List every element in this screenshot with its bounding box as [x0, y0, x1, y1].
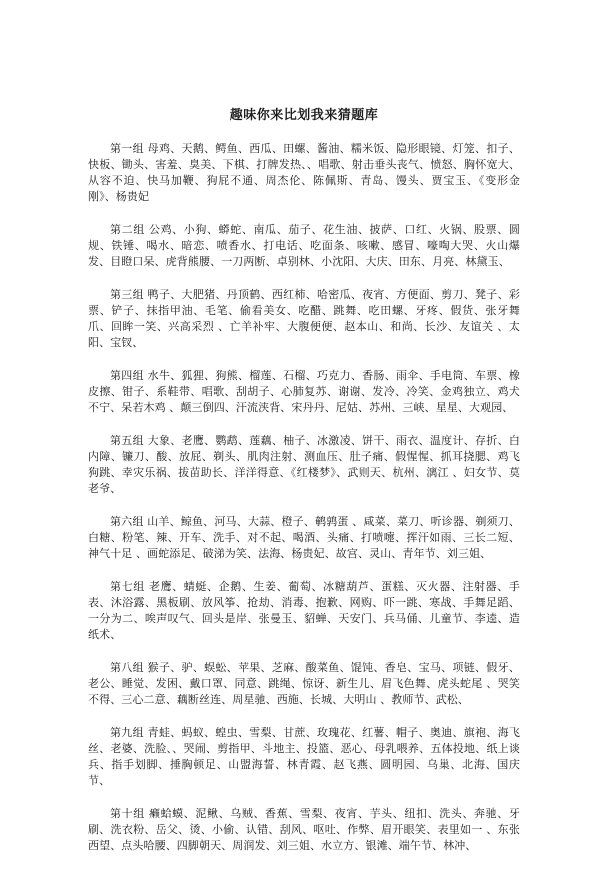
group-words: 老鹰、蜻蜓、企鹅、生姜、葡萄、冰糖葫芦、蛋糕、灭火器、注射器、手表、沐浴露、黑板刷、放风筝、抢劫、消毒、抱歉、网购、吓一跳、寒战、手舞足蹈、一分为二、唉声叹气、回头是岸、张曼玉、貂蝉、天安门、兵马俑、儿童节、李逵、造纸术、	[88, 580, 520, 641]
group-words: 母鸡、天鹅、鳄鱼、西瓜、田螺、酱油、糯米饭、隐形眼镜、灯笼、扣子、快板、锄头、害羞、臭美、下棋、打牌发热、、唱歌、射击垂头丧气、愤怒、胸怀宽大、从容不迫、快马加鞭、狗屁不通、周杰伦、陈佩斯、青岛、馒头、贾宝玉、《变形金刚》、杨贵妃	[88, 142, 520, 203]
group-label: 第六组	[110, 515, 144, 528]
group-6	[88, 514, 520, 562]
group-words: 猴子、驴、蜈蚣、苹果、芝麻、酸菜鱼、馄饨、香皂、宝马、项链、假牙、老公、睡觉、发困、戴口罩、同意、跳绳、惊讶、新生儿、眉飞色舞、虎头蛇尾 、哭笑不得、三心二意、藕断丝连、周星驰、西施、长城、大明山 、教师节、武松、	[88, 661, 520, 706]
group-8	[88, 660, 520, 708]
group-words: 大象、老鹰、鹦鹉、莲藕、柚子、冰激凌、饼干、雨衣、温度计、存折、白内障、镰刀、酸、放屁、剃头、肌肉注射、测血压、肚子痛、假惺惺、抓耳挠腮、鸡飞狗跳、幸灾乐祸、拔苗助长、洋洋得意、《红楼梦》、武则天、杭州、漓江 、妇女节、莫老爷、	[88, 434, 520, 495]
group-2	[88, 222, 520, 270]
group-9	[88, 725, 520, 789]
group-label: 第五组	[110, 434, 144, 447]
group-label: 第四组	[110, 369, 144, 382]
group-label: 第九组	[110, 726, 144, 739]
group-label: 第七组	[110, 580, 145, 593]
group-10	[88, 806, 520, 854]
group-label: 第八组	[110, 661, 144, 674]
group-words: 青蛙、蚂蚁、蝗虫、雪梨、甘蔗、玫瑰花、红薯、帽子、奥迪、旗袍、海飞丝、老婆、洗脸、、哭闹、剪指甲、斗地主、投篮、恶心、母乳喂养、五体投地、纸上谈兵、指手划脚、捶胸顿足、山盟海誓、林青霞、赵飞燕、圆明园、乌巢、北海、国庆节、	[88, 726, 520, 787]
group-label: 第三组	[110, 288, 144, 301]
group-label: 第十组	[110, 807, 145, 820]
group-words: 山羊、鲸鱼、河马、大蒜、橙子、鹌鹑蛋 、咸菜、菜刀、听诊器、剃须刀、白糖、粉笔、辣、开车、洗手、对不起、喝酒、头痛、打喷嚏、挥汗如雨、三长二短、神气十足 、画蛇添足、破涕为笑、法海、杨贵妃、故宫、灵山、青年节、刘三姐、	[88, 515, 520, 560]
group-words: 公鸡、小狗、蟒蛇、南瓜、茄子、花生油、披萨、口红、火锅、股票、圆规、铁锤、喝水、暗恋、喷香水、打电话、吃面条、咳嗽、感冒、嚎啕大哭、火山爆发、目瞪口呆、虎背熊腰、一刀两断、卓别林、小沈阳、大庆、田东、月亮、林黛玉、	[88, 223, 520, 268]
group-label: 第二组	[110, 223, 145, 236]
group-words: 鸭子、大肥猪、丹顶鹤、西红柿、哈密瓜、夜宵、方便面、剪刀、凳子、彩票、铲子、抹指甲油、毛笔、偷看美女、吃醋、跳舞、吃田螺、牙疼、假货、张牙舞爪、回眸一笑、兴高采烈 、亡羊补牢、大腹便便、赵本山、和尚、长沙、友谊关 、太阳、宝钗、	[88, 288, 520, 349]
group-label: 第一组	[110, 142, 144, 155]
group-5	[88, 433, 520, 497]
group-words: 水牛、狐狸、狗熊、榴莲、石榴、巧克力、香肠、雨伞、手电筒、车票、橡皮擦、钳子、系鞋带、唱歌、刮胡子、心肺复苏、谢谢、发冷、冷笑、金鸡独立、鸡犬不宁、呆若木鸡 、颠三倒四、汗流浃背、宋丹丹、尼姑、苏州、三峡、星星、大观园、	[88, 369, 520, 414]
document-title: 趣味你来比划我来猜题库	[229, 108, 379, 123]
group-list	[88, 141, 520, 871]
group-1	[88, 141, 520, 205]
group-words: 癞蛤蟆、泥鳅、乌贼、香蕉、雪梨、夜宵、芋头、纽扣、洗头、奔驰、牙刷、洗衣粉、岳父、烫、小偷、认错、刮风、呕吐、作弊、眉开眼笑、表里如一 、东张西望、点头哈腰、四脚朝天、周润发、刘三姐、水立方、银滩、端午节、林冲、	[88, 807, 520, 852]
group-4	[88, 368, 520, 416]
group-3	[88, 287, 520, 351]
document-page	[88, 0, 520, 850]
group-7	[88, 579, 520, 643]
